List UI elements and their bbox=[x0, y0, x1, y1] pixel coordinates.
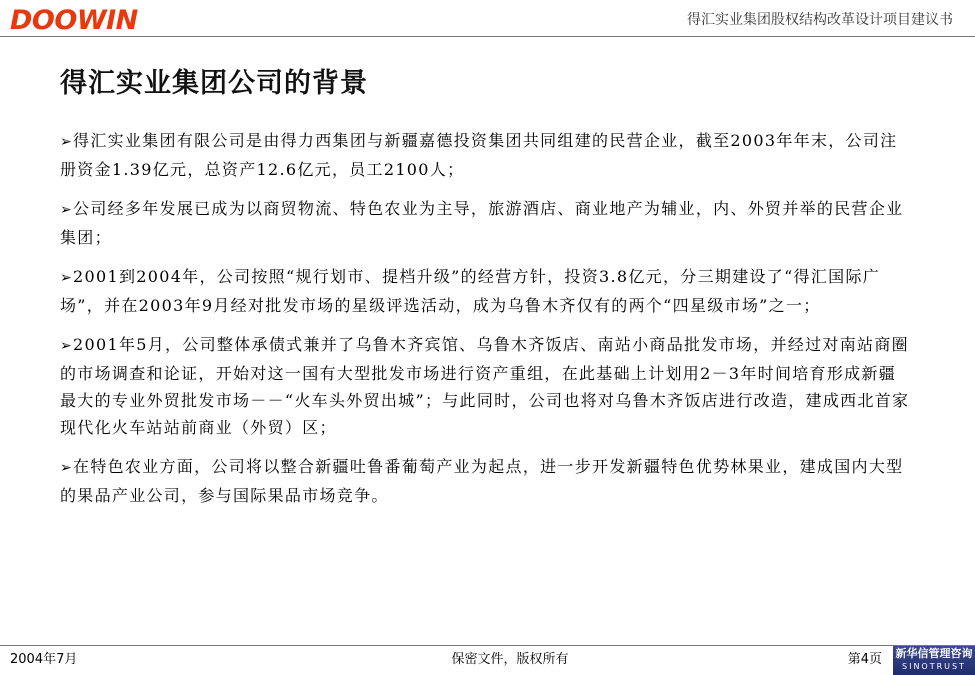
document-title: 得汇实业集团股权结构改革设计项目建议书 bbox=[687, 12, 953, 28]
page-number: 第4页 bbox=[847, 652, 882, 667]
bullet-text: 得汇实业集团有限公司是由得力西集团与新疆嘉德投资集团共同组建的民营企业，截至2003年年末，公司注册资金1.39亿元，总资产12.6亿元，员工2100人； bbox=[60, 131, 898, 179]
bullet-text: 2001到2004年，公司按照“规行划市、提档升级”的经营方针，投资3.8亿元，分三期建设了“得汇国际广场”，并在2003年9月经对批发市场的星级评选活动，成为乌鲁木齐仅有的两个“四星级市场”之一； bbox=[60, 267, 881, 315]
bullet-item bbox=[60, 127, 910, 183]
arrow-bullet-icon: ➢ bbox=[60, 134, 74, 150]
sinotrust-logo bbox=[893, 646, 975, 675]
bullet-item bbox=[60, 331, 910, 441]
bullet-list bbox=[60, 127, 910, 521]
arrow-bullet-icon: ➢ bbox=[60, 270, 74, 286]
partner-logo-cn: 新华信管理咨询 bbox=[895, 647, 973, 660]
bullet-item bbox=[60, 263, 910, 319]
bullet-text: 在特色农业方面，公司将以整合新疆吐鲁番葡萄产业为起点，进一步开发新疆特色优势林果业，建成国内大型的果品产业公司，参与国际果品市场竞争。 bbox=[60, 457, 904, 505]
bullet-item bbox=[60, 195, 910, 251]
arrow-bullet-icon: ➢ bbox=[60, 202, 74, 218]
arrow-bullet-icon: ➢ bbox=[60, 338, 74, 354]
bullet-text: 公司经多年发展已成为以商贸物流、特色农业为主导，旅游酒店、商业地产为辅业，内、外贸并举的民营企业集团； bbox=[60, 199, 904, 247]
arrow-bullet-icon: ➢ bbox=[60, 460, 74, 476]
bullet-item bbox=[60, 453, 910, 509]
doowin-logo: DOOWIN bbox=[10, 5, 138, 36]
page-heading: 得汇实业集团公司的背景 bbox=[60, 68, 368, 99]
confidential-notice: 保密文件，版权所有 bbox=[451, 652, 569, 667]
partner-logo-en: SINOTRUST bbox=[902, 662, 966, 671]
footer-date: 2004年7月 bbox=[10, 652, 78, 667]
header-divider bbox=[0, 36, 975, 37]
footer-divider bbox=[0, 645, 975, 646]
bullet-text: 2001年5月，公司整体承债式兼并了乌鲁木齐宾馆、乌鲁木齐饭店、南站小商品批发市场，并经过对南站商圈的市场调查和论证，开始对这一国有大型批发市场进行资产重组，在此基础上计划用2－3年时间培育形成新疆最大的专业外贸批发市场－－“火车头外贸出城”；与此同时，公司也将对乌鲁木齐饭店进行改造，建成西北首家现代化火车站站前商业（外贸）区； bbox=[60, 335, 910, 437]
